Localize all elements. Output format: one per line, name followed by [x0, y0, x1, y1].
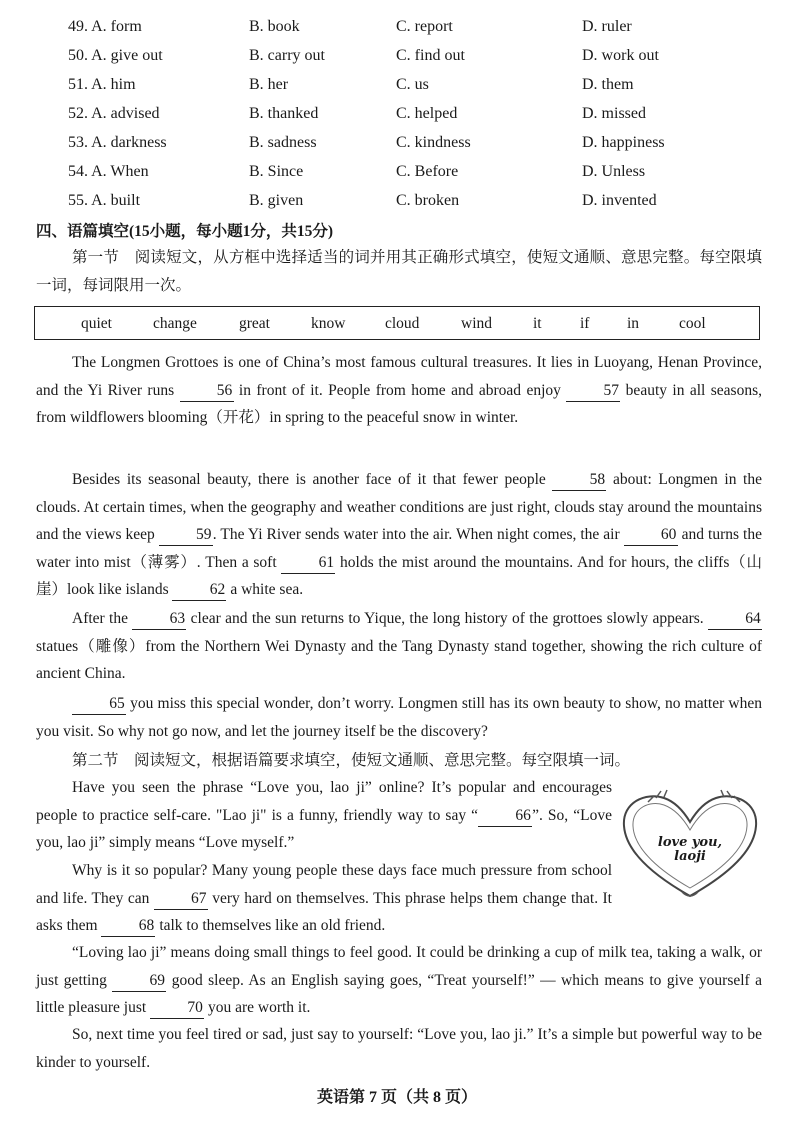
blank-60[interactable]: 60: [624, 525, 678, 546]
image-caption-line: love you,: [657, 835, 723, 850]
text: clear and the sun returns to Yique, the long history of the grottoes slowly appears.: [186, 610, 708, 627]
part2-instruction: 第二节 阅读短文，根据语篇要求填空，使短文通顺、意思完整。每空限填一词。: [72, 752, 631, 769]
text: Besides its seasonal beauty, there is another face of it that fewer people: [72, 471, 553, 488]
word-bank-box: [34, 306, 760, 340]
blank-69[interactable]: 69: [112, 971, 166, 992]
section-heading: 四、语篇填空(15小题，每小题1分，共15分): [36, 223, 334, 240]
option-d: D. invented: [582, 192, 657, 209]
text: beauty in all seasons, from wildflowers blooming（开花）in spring to the peaceful snow in winter.: [36, 381, 762, 426]
text: about: Longmen in the clouds. At certain times, when the geography and weather conditions are just right, clouds stay around the mountains and the views keep: [36, 471, 762, 543]
blank-70[interactable]: 70: [150, 998, 204, 1019]
blank-56[interactable]: 56: [180, 381, 234, 402]
image-caption-line: laoji: [674, 849, 706, 864]
option-c: C. broken: [396, 192, 460, 209]
text: holds the mist around the mountains. And for hours, the cliffs（山崖）look like islands: [36, 553, 762, 598]
option-row-51: [0, 76, 794, 104]
option-a: 52. A. advised: [68, 105, 160, 122]
option-c: C. find out: [396, 47, 465, 64]
text: very hard on themselves. This phrase helps them change that. It asks them: [36, 889, 612, 934]
option-c: C. report: [396, 18, 453, 35]
option-b: B. sadness: [249, 134, 317, 151]
word-bank-item: cool: [679, 315, 706, 332]
word-bank-item: in: [627, 315, 640, 332]
blank-64[interactable]: 64: [708, 609, 762, 630]
option-row-52: [0, 105, 794, 133]
option-b: B. given: [249, 192, 304, 209]
passage1-paragraph-1: [36, 349, 762, 432]
word-bank-item: it: [533, 315, 542, 332]
option-d: D. them: [582, 76, 634, 93]
option-b: B. her: [249, 76, 289, 93]
option-b: B. Since: [249, 163, 304, 180]
option-row-55: [0, 192, 794, 220]
passage2-paragraph-3: [36, 939, 762, 1022]
passage1-paragraph-3: [36, 605, 762, 688]
page-footer: 英语第 7 页（共 8 页）: [316, 1089, 477, 1106]
option-b: B. thanked: [249, 105, 319, 122]
option-d: D. work out: [582, 47, 659, 64]
word-bank-item: change: [153, 315, 197, 332]
text: and turns the water into mist（薄雾）. Then a soft: [36, 526, 762, 571]
blank-57[interactable]: 57: [566, 381, 620, 402]
image-caption: [618, 836, 762, 864]
text: good sleep. As an English saying goes, “Treat yourself!” — which means to give yourself a little pleasure just: [36, 971, 762, 1016]
text: Have you seen the phrase “Love you, lao ji” online? It’s popular and encourages people to practice self-care. "Lao ji" is a funny, friendly way to say “: [36, 779, 612, 824]
option-c: C. helped: [396, 105, 458, 122]
blank-61[interactable]: 61: [281, 553, 335, 574]
blank-66[interactable]: 66: [478, 806, 532, 827]
blank-63[interactable]: 63: [132, 609, 186, 630]
text: ”. So, “Love you, lao ji” simply means “Love myself.”: [36, 806, 612, 851]
option-a: 51. A. him: [68, 76, 136, 93]
text: you are worth it.: [204, 999, 311, 1016]
option-c: C. Before: [396, 163, 459, 180]
blank-62[interactable]: 62: [172, 580, 226, 601]
option-b: B. book: [249, 18, 300, 35]
blank-65[interactable]: 65: [72, 694, 126, 715]
word-bank-item: great: [239, 315, 270, 332]
word-bank-item: wind: [461, 315, 492, 332]
option-row-49: [0, 18, 794, 46]
text: Why is it so popular? Many young people these days face much pressure from school and life. They can: [36, 862, 612, 907]
passage2-paragraph-2: [36, 857, 612, 940]
option-row-53: [0, 134, 794, 162]
option-d: D. missed: [582, 105, 646, 122]
text: a white sea.: [226, 581, 304, 598]
blank-67[interactable]: 67: [154, 889, 208, 910]
option-b: B. carry out: [249, 47, 325, 64]
option-a: 55. A. built: [68, 192, 141, 209]
passage1-paragraph-4: [36, 690, 762, 745]
blank-58[interactable]: 58: [552, 470, 606, 491]
option-d: D. happiness: [582, 134, 665, 151]
option-a: 54. A. When: [68, 163, 149, 180]
word-bank-item: cloud: [385, 315, 420, 332]
word-bank-item: know: [311, 315, 346, 332]
text: The Longmen Grottoes is one of China’s most famous cultural treasures. It lies in Luoyang, Henan Province, and the Yi River runs: [36, 354, 762, 399]
option-d: D. Unless: [582, 163, 646, 180]
option-row-54: [0, 163, 794, 191]
option-a: 49. A. form: [68, 18, 142, 35]
text: in front of it. People from home and abroad enjoy: [233, 381, 567, 399]
blank-68[interactable]: 68: [101, 916, 155, 937]
option-row-50: [0, 47, 794, 75]
text: “Loving lao ji” means doing small things to feel good. It could be drinking a cup of milk tea, taking a walk, or just getting: [36, 944, 762, 989]
passage2-paragraph-4: So, next time you feel tired or sad, just say to yourself: “Love you, lao ji.” It’s a simple but powerful way to be kinder to yourself.: [36, 1026, 762, 1071]
word-bank-item: if: [580, 315, 590, 332]
option-c: C. kindness: [396, 134, 471, 151]
love-you-laoji-illustration: [618, 788, 762, 904]
option-a: 53. A. darkness: [68, 134, 167, 151]
blank-59[interactable]: 59: [159, 525, 213, 546]
passage1-paragraph-2: [36, 466, 762, 604]
text: statues（雕像）from the Northern Wei Dynasty and the Tang Dynasty stand together, showing the rich culture of ancient China.: [36, 637, 762, 682]
text: . The Yi River sends water into the air. When night comes, the air: [212, 526, 624, 543]
word-bank-item: quiet: [81, 315, 112, 332]
part1-instruction: 第一节 阅读短文，从方框中选择适当的词并用其正确形式填空，使短文通顺、意思完整。每空限填一词，每词限用一次。: [36, 249, 762, 294]
passage2-paragraph-1: [36, 774, 612, 857]
text: talk to themselves like an old friend.: [155, 917, 386, 934]
option-c: C. us: [396, 76, 429, 93]
option-a: 50. A. give out: [68, 47, 163, 64]
option-d: D. ruler: [582, 18, 632, 35]
text: After the: [72, 610, 133, 627]
text: you miss this special wonder, don’t worry. Longmen still has its own beauty to show, no matter when you visit. So why not go now, and let the journey itself be the discovery?: [36, 695, 762, 740]
